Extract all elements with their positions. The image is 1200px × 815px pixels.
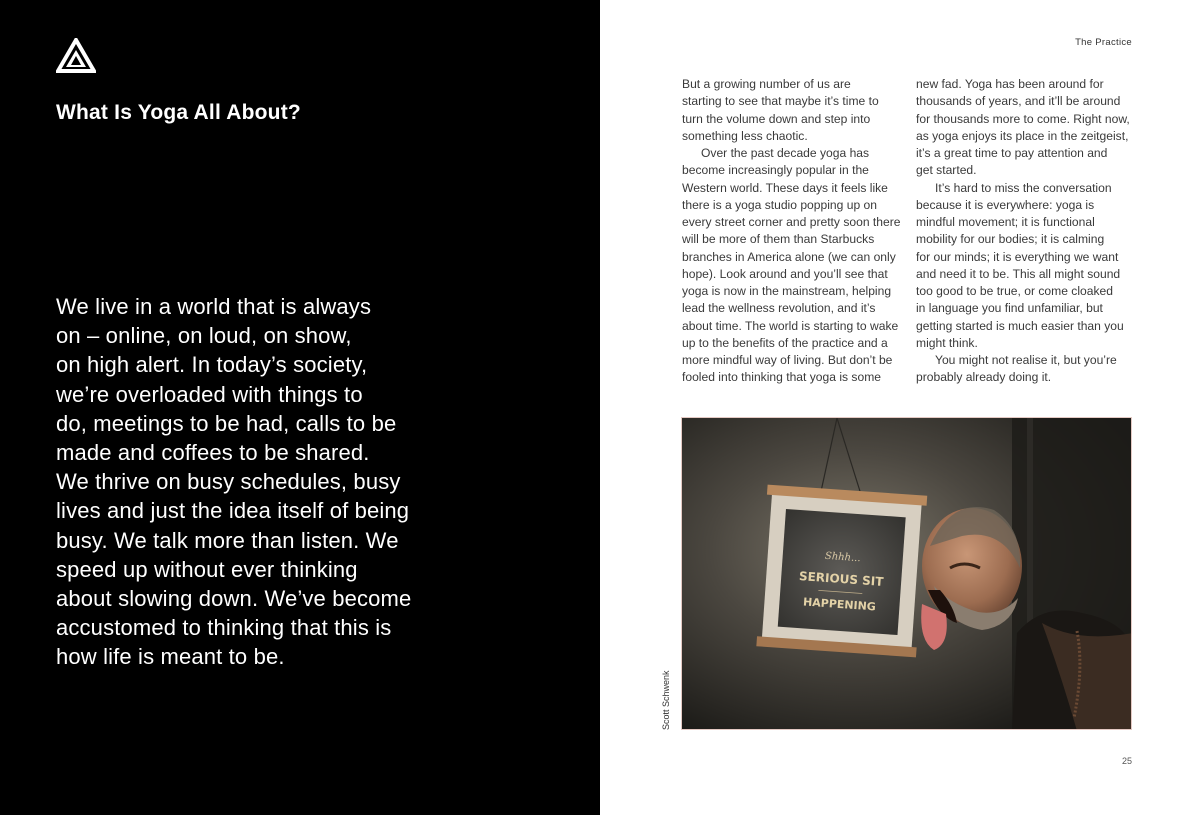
body-line: branches in America alone (we can only <box>682 249 896 264</box>
body-line: fooled into thinking that yoga is some <box>682 370 881 385</box>
body-line: yoga is now in the mainstream, helping <box>682 284 892 298</box>
body-line: Over the past decade yoga has <box>701 146 870 160</box>
pull-quote-line: we’re overloaded with things to <box>56 381 363 407</box>
body-line: because it is everywhere: yoga is <box>916 197 1095 212</box>
body-line: mindful movement; it is functional <box>916 215 1095 229</box>
body-line: get started. <box>916 163 977 178</box>
sign-line-3: HAPPENING <box>802 595 877 614</box>
pull-quote <box>56 292 412 672</box>
yoga-photo <box>681 417 1132 730</box>
pull-quote-line: how life is meant to be. <box>56 644 285 670</box>
body-line: getting started is much easier than you <box>916 318 1124 333</box>
body-line: every street corner and pretty soon there <box>682 215 901 229</box>
body-line: for our minds; it is everything we want <box>916 249 1119 264</box>
body-line: it’s a great time to pay attention and <box>916 146 1108 160</box>
pull-quote-line: on – online, on loud, on show, <box>56 323 352 349</box>
body-line: turn the volume down and step into <box>682 111 871 126</box>
body-line: Western world. These days it feels like <box>682 180 888 195</box>
body-line: thousands of years, and it’ll be around <box>916 94 1121 109</box>
wall-sign <box>756 485 927 658</box>
running-head: The Practice <box>1075 37 1132 48</box>
pull-quote-line: speed up without ever thinking <box>56 556 358 582</box>
sign-line-2: SERIOUS SIT <box>798 569 884 589</box>
body-line: starting to see that maybe it’s time to <box>682 94 879 109</box>
body-line: become increasingly popular in the <box>682 163 869 178</box>
page-title: What Is Yoga All About? <box>56 101 301 124</box>
photo-illustration <box>682 418 1132 730</box>
body-line: too good to be true, or come cloaked <box>916 284 1113 298</box>
pull-quote-line: do, meetings to be had, calls to be <box>56 410 397 436</box>
pull-quote-line: on high alert. In today’s society, <box>56 352 368 378</box>
body-line: and need it to be. This all might sound <box>916 266 1121 281</box>
body-line: in language you find unfamiliar, but <box>916 301 1103 316</box>
body-line: might think. <box>916 335 978 350</box>
pull-quote-line: busy. We talk more than listen. We <box>56 527 399 553</box>
body-line: You might not realise it, but you’re <box>935 353 1117 367</box>
pull-quote-line: We live in a world that is always <box>56 294 372 319</box>
pull-quote-line: made and coffees to be shared. <box>56 440 370 466</box>
body-line: up to the benefits of the practice and a <box>682 335 888 350</box>
body-line: will be more of them than Starbucks <box>682 232 875 247</box>
photo-credit: Scott Schwenk <box>661 670 671 730</box>
body-column-1 <box>682 76 901 387</box>
body-line: more mindful way of living. But don’t be <box>682 353 893 367</box>
body-line: about time. The world is starting to wake <box>682 318 899 333</box>
triangle-logo-icon <box>56 38 96 73</box>
body-column-2 <box>916 76 1136 387</box>
sign-line-1: Shhh... <box>824 550 861 565</box>
pull-quote-line: lives and just the idea itself of being <box>56 498 410 524</box>
body-line: lead the wellness revolution, and it’s <box>682 301 876 316</box>
body-line: something less chaotic. <box>682 128 808 143</box>
body-line: as yoga enjoys its place in the zeitgeist, <box>916 128 1129 143</box>
body-line: mobility for our bodies; it is calming <box>916 232 1105 247</box>
body-line: But a growing number of us are <box>682 77 851 91</box>
body-line: for thousands more to come. Right now, <box>916 111 1130 126</box>
body-line: new fad. Yoga has been around for <box>916 77 1104 91</box>
pull-quote-line: about slowing down. We’ve become <box>56 586 412 612</box>
body-line: It’s hard to miss the conversation <box>935 180 1112 195</box>
pull-quote-line: accustomed to thinking that this is <box>56 615 392 641</box>
body-line: there is a yoga studio popping up on <box>682 197 877 212</box>
body-line: hope). Look around and you’ll see that <box>682 266 888 281</box>
body-line: probably already doing it. <box>916 370 1052 385</box>
pull-quote-line: We thrive on busy schedules, busy <box>56 469 401 495</box>
page-number: 25 <box>1121 756 1132 766</box>
